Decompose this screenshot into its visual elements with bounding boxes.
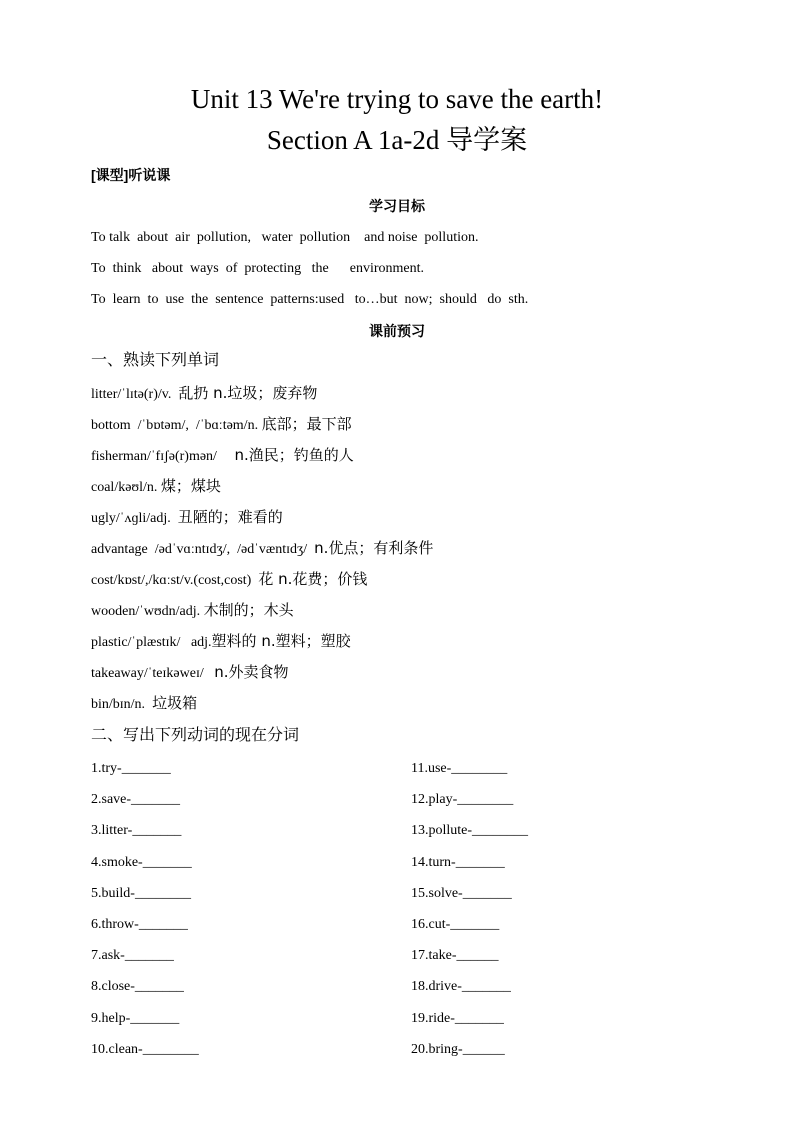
vocabulary-english: ugly/ˈʌɡli/adj. — [91, 511, 178, 526]
vocabulary-item — [91, 506, 433, 537]
vocabulary-item — [91, 568, 433, 599]
verb-exercise-item: 5.build-________ — [91, 885, 191, 901]
vocabulary-item — [91, 444, 433, 475]
verb-exercise-item: 14.turn-_______ — [411, 854, 505, 870]
verb-exercise-heading: 二、写出下列动词的现在分词 — [91, 727, 300, 744]
verb-exercise-item: 7.ask-_______ — [91, 948, 174, 964]
vocabulary-chinese: 塑料的 n.塑料；塑胶 — [211, 632, 351, 650]
vocabulary-item — [91, 382, 433, 413]
verb-exercise-item: 4.smoke-_______ — [91, 854, 192, 870]
verb-exercise-item: 11.use-________ — [411, 761, 508, 776]
vocabulary-chinese: 花 n.花费；价钱 — [258, 570, 368, 588]
vocabulary-item — [91, 630, 433, 661]
verb-exercise-item: 10.clean-________ — [91, 1041, 199, 1057]
verb-exercise-item: 1.try-_______ — [91, 761, 171, 776]
vocabulary-chinese: n.渔民；钓鱼的人 — [234, 446, 354, 464]
vocabulary-item — [91, 692, 433, 723]
vocabulary-chinese: 垃圾箱 — [152, 694, 198, 712]
verb-exercise-item: 8.close-_______ — [91, 979, 184, 995]
vocabulary-chinese: n.外卖食物 — [214, 663, 289, 681]
vocabulary-english: cost/kɒst/,/kɑːst/v.(cost,cost) — [91, 573, 259, 588]
vocabulary-english: coal/kəʊl/n. — [91, 480, 161, 495]
vocabulary-part-heading: 一、熟读下列单词 — [91, 352, 220, 369]
verb-exercise-item: 12.play-________ — [411, 792, 514, 808]
unit-title: Unit 13 We're trying to save the earth! — [190, 84, 604, 114]
vocabulary-english: advantage /ədˈvɑːntɪdʒ/, /ədˈvæntɪdʒ/ — [91, 542, 315, 557]
vocabulary-chinese: n.优点；有利条件 — [314, 539, 434, 557]
vocabulary-item — [91, 599, 433, 630]
verb-exercise-item: 3.litter-_______ — [91, 823, 182, 839]
verb-exercise-item: 9.help-_______ — [91, 1010, 180, 1026]
vocabulary-chinese: 丑陋的；难看的 — [177, 508, 283, 526]
vocabulary-chinese: 底部；最下部 — [261, 415, 352, 433]
verb-exercise-item: 2.save-_______ — [91, 792, 181, 808]
verb-exercise-item: 15.solve-_______ — [411, 885, 512, 901]
verb-exercise-item: 17.take-______ — [411, 948, 499, 964]
vocabulary-item — [91, 475, 433, 506]
verb-exercise-right-column — [411, 758, 528, 1070]
verb-exercise-left-column — [91, 758, 199, 1070]
vocabulary-english: wooden/ˈwʊdn/adj. — [91, 604, 204, 619]
verb-exercise-item: 19.ride-_______ — [411, 1010, 504, 1026]
verb-exercise-item: 16.cut-_______ — [411, 916, 500, 932]
vocabulary-english: plastic/ˈplæstɪk/ adj. — [91, 635, 212, 650]
vocabulary-english: bin/bɪn/n. — [91, 697, 153, 712]
vocabulary-item — [91, 537, 433, 568]
verb-exercise-item: 13.pollute-________ — [411, 823, 529, 839]
objective-item: To think about ways of protecting the environment. — [91, 261, 425, 276]
vocabulary-chinese: 煤；煤块 — [160, 477, 221, 495]
vocabulary-chinese: 木制的；木头 — [203, 601, 294, 619]
verb-exercise-item: 20.bring-______ — [411, 1041, 505, 1057]
vocabulary-english: bottom /ˈbɒtəm/, /ˈbɑːtəm/n. — [91, 418, 262, 433]
objective-item: To talk about air pollution, water pollution and noise pollution. — [91, 230, 479, 245]
preview-heading: 课前预习 — [369, 323, 425, 339]
vocabulary-chinese: 乱扔 n.垃圾；废弃物 — [178, 384, 318, 402]
vocabulary-item — [91, 413, 433, 444]
vocabulary-item — [91, 661, 433, 692]
vocabulary-list — [91, 382, 433, 723]
objective-item: To learn to use the sentence patterns:used to…but now; should do sth. — [91, 292, 529, 307]
section-title: Section A 1a-2d 导学案 — [266, 125, 528, 155]
vocabulary-english: fisherman/ˈfɪʃə(r)mən/ — [91, 449, 235, 464]
verb-exercise-item: 18.drive-_______ — [411, 979, 511, 995]
objectives-heading: 学习目标 — [369, 198, 425, 214]
verb-exercise-item: 6.throw-_______ — [91, 916, 188, 932]
lesson-type-label: [课型]听说课 — [91, 167, 171, 183]
vocabulary-english: takeaway/ˈteɪkəweɪ/ — [91, 666, 215, 681]
vocabulary-english: litter/ˈlɪtə(r)/v. — [91, 387, 179, 402]
